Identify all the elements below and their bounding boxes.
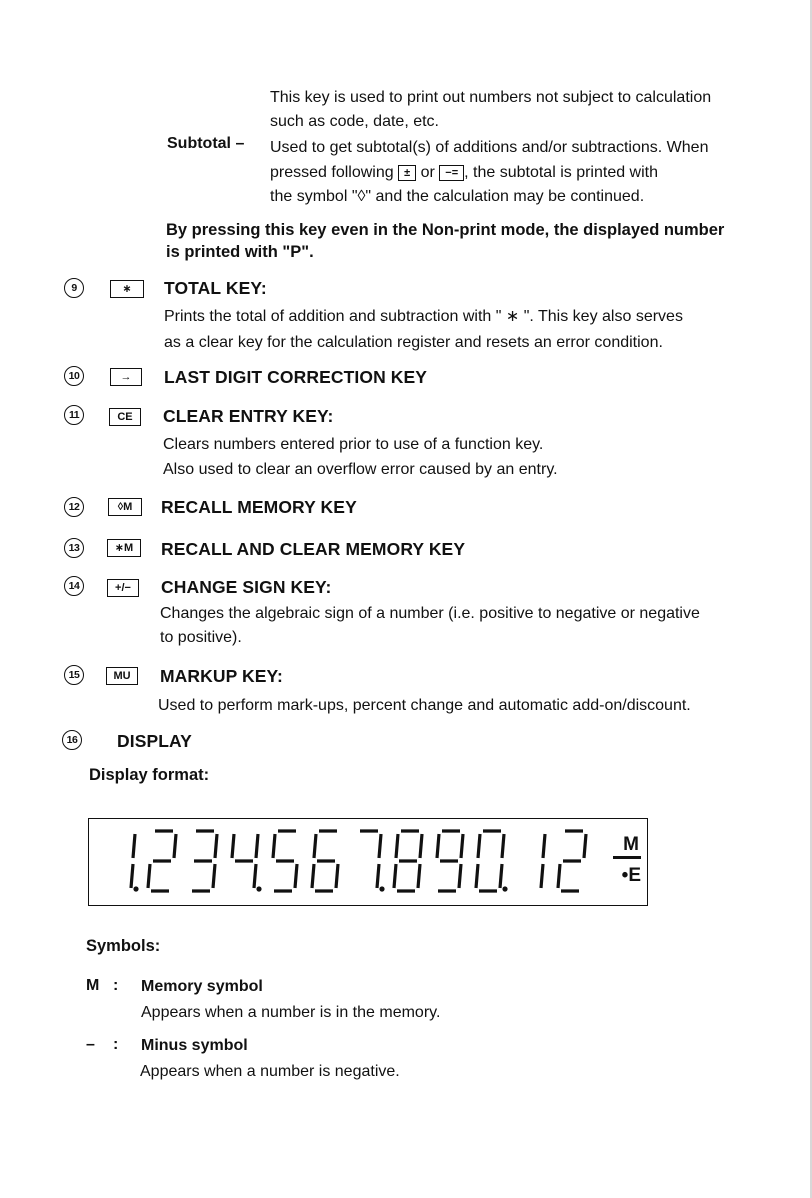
lcd-digit-8-seg-b	[461, 834, 463, 858]
recall-memory-title: RECALL MEMORY KEY	[161, 497, 357, 517]
lcd-digit-3-seg-b	[256, 834, 258, 858]
lcd-digit-9-seg-f	[478, 834, 480, 858]
lcd-digit-7-seg-b	[420, 834, 422, 858]
item-number-12: 12	[64, 497, 84, 517]
lcd-digit-10-seg-c	[541, 864, 543, 888]
subtotal-key-minus-equal: −=	[439, 165, 464, 181]
recall-clear-memory-key-icon: ∗M	[107, 539, 141, 557]
lcd-digit-11-seg-e	[558, 864, 560, 888]
symbol-m-colon: :	[113, 977, 119, 994]
lcd-digit-2-seg-c	[213, 864, 215, 888]
item-number-9: 9	[64, 278, 84, 298]
last-digit-correction-key-icon: →	[110, 368, 142, 386]
lcd-decimal-point	[502, 886, 507, 891]
symbol-minus: –	[86, 1036, 95, 1053]
markup-key-icon: MU	[106, 667, 138, 685]
lcd-digit-5-seg-c	[336, 864, 338, 888]
clear-entry-desc1: Clears numbers entered prior to use of a function key.	[163, 436, 544, 453]
subtotal-line3: the symbol "◊" and the calculation may be continued.	[270, 188, 645, 205]
lcd-digit-8-seg-f	[437, 834, 439, 858]
lcd-digit-6-seg-b	[379, 834, 381, 858]
lcd-minus-bar	[613, 856, 641, 859]
symbols-heading: Symbols:	[86, 937, 161, 955]
lcd-digit-9-seg-b	[502, 834, 504, 858]
symbol-m-name: Memory symbol	[141, 978, 263, 995]
subtotal-line1: Used to get subtotal(s) of additions and/or subtractions. When	[270, 139, 709, 156]
lcd-digit-5-seg-e	[312, 864, 314, 888]
lcd-digit-0-seg-c	[131, 864, 133, 888]
bold-note-line2: is printed with "P".	[166, 243, 314, 261]
symbol-m-desc: Appears when a number is in the memory.	[141, 1004, 441, 1021]
lcd-digit-4-seg-c	[295, 864, 297, 888]
total-key-desc2: as a clear key for the calculation register and resets an error condition.	[164, 334, 663, 351]
clear-entry-key-icon: CE	[109, 408, 141, 426]
last-digit-correction-title: LAST DIGIT CORRECTION KEY	[164, 367, 428, 387]
change-sign-desc1: Changes the algebraic sign of a number (i.e. positive to negative or negative	[160, 605, 700, 622]
symbol-minus-colon: :	[113, 1036, 119, 1053]
subtotal-line2: pressed following ± or −= , the subtotal is printed with	[270, 164, 659, 181]
lcd-digit-3-seg-f	[232, 834, 234, 858]
change-sign-desc2: to positive).	[160, 629, 242, 646]
markup-title: MARKUP KEY:	[160, 666, 283, 686]
lcd-digit-8-seg-c	[459, 864, 461, 888]
lcd-decimal-point	[379, 886, 384, 891]
item-number-15: 15	[64, 665, 84, 685]
symbol-minus-name: Minus symbol	[141, 1037, 248, 1054]
lcd-error-symbol: •E	[621, 865, 641, 886]
recall-clear-memory-title: RECALL AND CLEAR MEMORY KEY	[161, 539, 466, 559]
markup-desc1: Used to perform mark-ups, percent change and automatic add-on/discount.	[158, 697, 691, 714]
subtotal-key-plus-minus: ±	[398, 165, 416, 181]
symbol-m: M	[86, 977, 100, 994]
item-number-13: 13	[64, 538, 84, 558]
lcd-digit-9-seg-c	[500, 864, 502, 888]
lcd-digits	[89, 819, 647, 905]
para1-line1: This key is used to print out numbers not subject to calculation	[270, 89, 712, 106]
lcd-digit-6-seg-c	[377, 864, 379, 888]
lcd-display	[88, 818, 648, 906]
symbol-minus-desc: Appears when a number is negative.	[140, 1063, 400, 1080]
total-key-desc1: Prints the total of addition and subtraction with " ∗ ". This key also serves	[164, 308, 683, 325]
item-number-11: 11	[64, 405, 84, 425]
total-key-icon: ∗	[110, 280, 144, 298]
recall-memory-key-icon: ◊M	[108, 498, 142, 516]
clear-entry-desc2: Also used to clear an overflow error caused by an entry.	[163, 461, 558, 478]
lcd-digit-10-seg-b	[543, 834, 545, 858]
lcd-digit-4-seg-f	[273, 834, 275, 858]
lcd-digit-1-seg-e	[148, 864, 150, 888]
lcd-digit-7-seg-c	[418, 864, 420, 888]
lcd-digit-7-seg-e	[394, 864, 396, 888]
lcd-decimal-point	[256, 886, 261, 891]
lcd-digit-0-seg-b	[133, 834, 135, 858]
display-title: DISPLAY	[117, 731, 192, 751]
lcd-digit-7-seg-f	[396, 834, 398, 858]
change-sign-key-icon: +/−	[107, 579, 139, 597]
item-number-16: 16	[62, 730, 82, 750]
change-sign-title: CHANGE SIGN KEY:	[161, 577, 332, 597]
subtotal-label: Subtotal –	[167, 135, 245, 152]
lcd-memory-symbol: M	[623, 834, 639, 855]
lcd-digit-5-seg-f	[314, 834, 316, 858]
item-number-10: 10	[64, 366, 84, 386]
lcd-digit-2-seg-b	[215, 834, 217, 858]
item-number-14: 14	[64, 576, 84, 596]
lcd-digit-3-seg-c	[254, 864, 256, 888]
lcd-digit-11-seg-b	[584, 834, 586, 858]
lcd-decimal-point	[133, 886, 138, 891]
lcd-digit-1-seg-b	[174, 834, 176, 858]
lcd-digit-9-seg-e	[476, 864, 478, 888]
clear-entry-title: CLEAR ENTRY KEY:	[163, 406, 334, 426]
total-key-title: TOTAL KEY:	[164, 278, 267, 298]
display-format-label: Display format:	[89, 766, 210, 784]
bold-note-line1: By pressing this key even in the Non-print mode, the displayed number	[166, 221, 725, 239]
para1-line2: such as code, date, etc.	[270, 113, 439, 130]
